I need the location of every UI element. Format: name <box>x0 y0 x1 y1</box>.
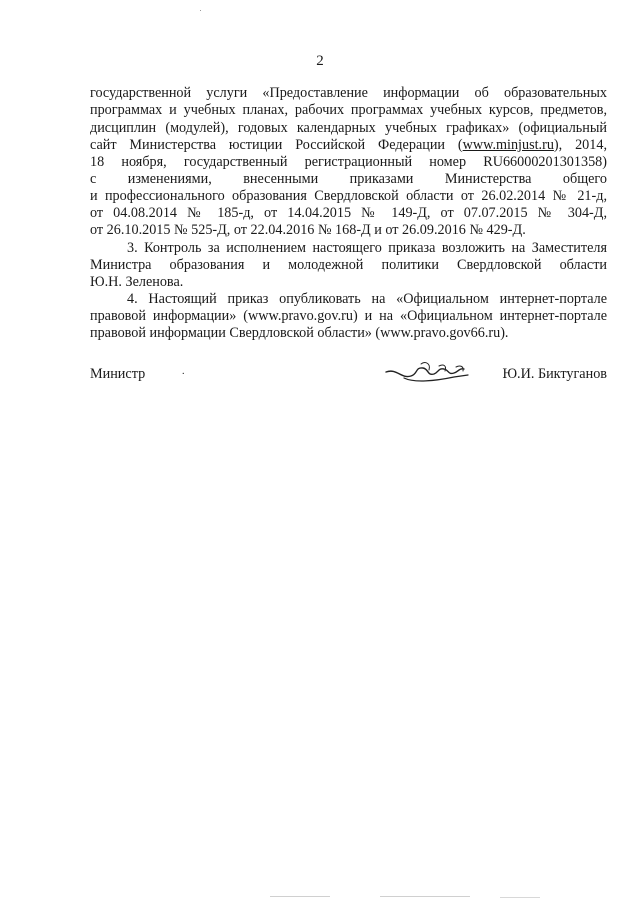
paragraph-line: правовой информации Свердловской области» (www.pravo.gov66.ru). <box>90 325 509 341</box>
scan-artifact <box>200 10 201 11</box>
signatory-name: Ю.И. Биктуганов <box>502 366 607 382</box>
scan-artifact <box>380 896 470 897</box>
paragraph-line: 18 ноября, государственный регистрационный номер RU66000201301358) <box>90 154 607 170</box>
text-fragment: сайт Министерства юстиции Российской Федерации ( <box>90 137 463 153</box>
paragraph-line: программах и учебных планах, рабочих программах учебных курсов, предметов, <box>90 102 607 118</box>
scan-artifact <box>270 896 330 897</box>
signature-block <box>90 366 607 390</box>
stray-dot: . <box>182 366 185 377</box>
page-number: 2 <box>316 53 324 69</box>
paragraph-line: от 04.08.2014 № 185-д, от 14.04.2015 № 149-Д, от 07.07.2015 № 304-Д, <box>90 205 607 221</box>
minjust-link[interactable]: www.minjust.ru <box>462 137 554 153</box>
signatory-title: Министр <box>90 366 146 382</box>
paragraph-line: с изменениями, внесенными приказами Министерства общего <box>90 171 607 187</box>
text-fragment: ), 2014, <box>553 137 607 153</box>
paragraph-line: правовой информации» (www.pravo.gov.ru) и на «Официальном интернет-портале <box>90 308 607 324</box>
paragraph-line: от 26.10.2015 № 525-Д, от 22.04.2016 № 168-Д и от 26.09.2016 № 429-Д. <box>90 222 526 238</box>
paragraph-line: Ю.Н. Зеленова. <box>90 274 184 290</box>
handwritten-signature <box>383 358 473 386</box>
paragraph-line: Министра образования и молодежной политики Свердловской области <box>90 257 607 273</box>
paragraph-line: государственной услуги «Предоставление информации об образовательных <box>90 85 607 101</box>
paragraph-line <box>90 137 607 154</box>
paragraph-line: 4. Настоящий приказ опубликовать на «Официальном интернет-портале <box>127 291 607 307</box>
scan-artifact <box>500 897 540 898</box>
paragraph-line: 3. Контроль за исполнением настоящего приказа возложить на Заместителя <box>127 240 607 256</box>
paragraph-line: дисциплин (модулей), годовых календарных учебных графиках» (официальный <box>90 120 607 136</box>
paragraph-line: и профессионального образования Свердловской области от 26.02.2014 № 21-д, <box>90 188 607 204</box>
